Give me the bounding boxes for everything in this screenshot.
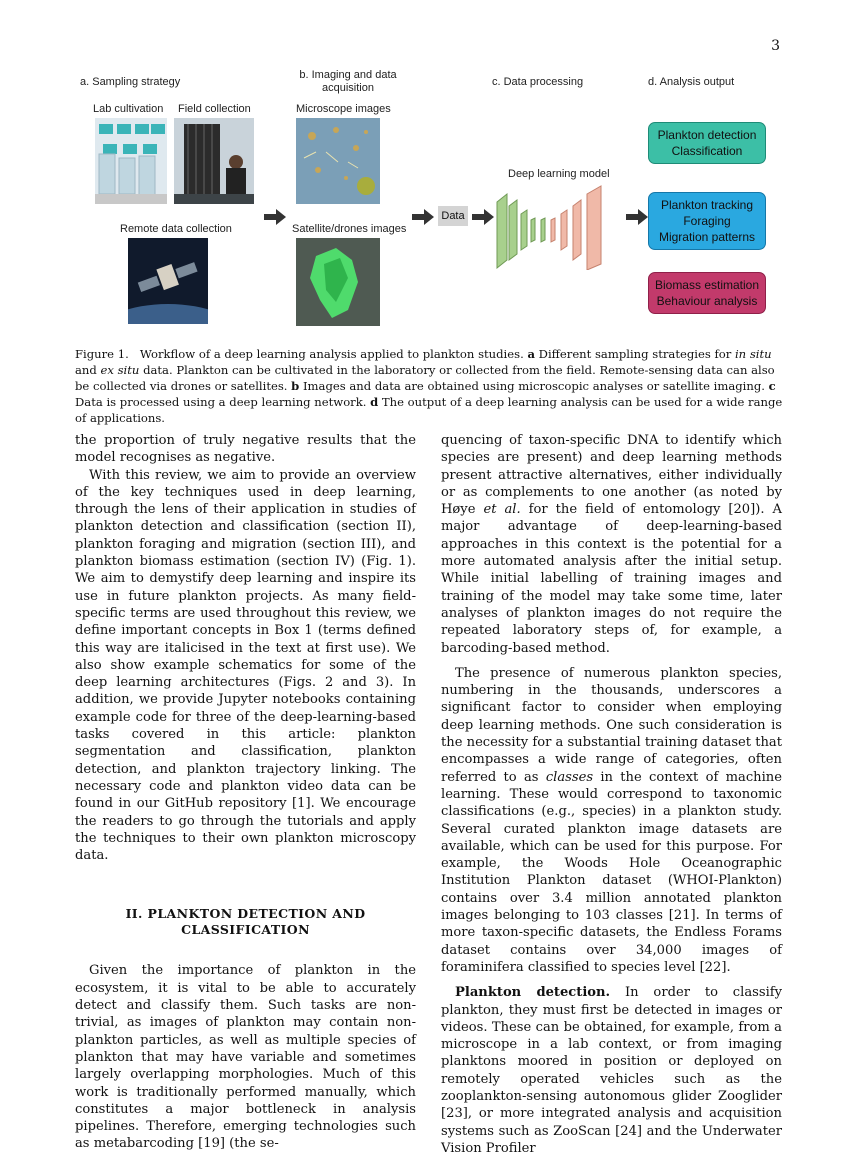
lab-cultivation-label: Lab cultivation <box>93 103 164 115</box>
drone-image <box>296 238 380 326</box>
remote-data-label: Remote data collection <box>120 223 232 235</box>
output-biomass-box: Biomass estimation Behaviour analysis <box>648 272 766 314</box>
microscope-image <box>296 118 380 204</box>
section-heading: II. PLANKTON DETECTION AND CLASSIFICATION <box>125 906 366 938</box>
field-collection-label: Field collection <box>178 103 251 115</box>
paragraph: With this review, we aim to provide an overview of the key techniques used in deep learning, through the lens of their application in studies of plankton detection and classification (section II), plankton foraging and migration (section III), and plankton biomass estimation (section IV) (Fig. 1). We aim to demystify deep learning and inspire its use in future plankton projects. As many field-specific terms are used throughout this review, we define important concepts in Box 1 (terms defined this way are italicised in the text at first use). We also show example schematics for some of the deep learning architectures (Figs. 2 and 3). In addition, we provide Jupyter notebooks containing example code for three of the deep-learning-based tasks covered in this article: plankton segmentation and classification, plankton detection, and plankton trajectory linking. The necessary code and plankton video data can be found in our GitHub repository [1]. We encourage the readers to go through the tutorials and apply the techniques to their own plankton microscopy data. <box>75 467 416 864</box>
figure-caption: Figure 1. Workflow of a deep learning analysis applied to plankton studies. a Different sampling strategies for in situ and ex situ data. Plankton can be cultivated in the laboratory or collected from the field. Remote-sensing data can also be collected via drones or satellites. b Images and data are obtained using microscopic analyses or satellite imaging. c Data is processed using a deep learning network. d The output of a deep learning analysis can be used for a wide range of applications. <box>75 347 783 425</box>
panel-a-title: a. Sampling strategy <box>80 76 181 88</box>
satellite-images-label: Satellite/drones images <box>292 223 407 235</box>
lab-cultivation-image <box>95 118 167 204</box>
paragraph: quencing of taxon-specific DNA to identify which species are present) and deep learning methods present attractive alternatives, either individually or as complements to one another (as noted by Høye et al. for the field of entomology [20]). A major advantage of deep-learning-based approaches in this context is the potential for a more automated analysis after the initial setup. While initial labelling of training images and training of the model may take some time, later analyses of plankton images do not require the repeated laboratory steps of, for example, a barcoding-based method. <box>441 433 782 656</box>
arrow-right-icon <box>472 209 494 225</box>
figure-1 <box>70 60 790 340</box>
arrow-right-icon <box>626 209 648 225</box>
data-label: Data <box>438 206 468 226</box>
paragraph: The presence of numerous plankton species, numbering in the thousands, underscores a significant factor to consider when employing deep learning methods. One such consideration is the necessity for a substantial training dataset that encompasses a wide range of categories, often referred to as classes in the context of machine learning. These would correspond to taxonomic classifications (e.g., species) in a plankton study. Several curated plankton image datasets are available, which can be used for this purpose. For example, the Woods Hole Oceanographic Institution Plankton dataset (WHOI-Plankton) contains over 3.4 million annotated plankton images belonging to 103 classes [21]. In terms of more taxon-specific datasets, the Endless Forams dataset contains over 34,000 images of foraminifera classified to species level [22]. <box>441 665 782 975</box>
paragraph: Plankton detection. In order to classify plankton, they must first be detected in images or videos. These can be obtained, for example, from a microscope in a lab context, or from imaging planktons moored in position or deployed on remotely operated vehicles such as the zooplankton-sensing autonomous glider Zooglider [23], or more integrated analysis and acquisition systems such as ZooScan [24] and the Underwater Vision Profiler <box>441 985 783 1156</box>
paragraph: the proportion of truly negative results that the model recognises as negative. <box>75 433 416 466</box>
panel-b-title: b. Imaging and data acquisition <box>299 69 397 94</box>
panel-d-title: d. Analysis output <box>648 76 735 88</box>
satellite-image <box>128 238 208 324</box>
arrow-right-icon <box>264 209 286 225</box>
right-column <box>441 432 782 1157</box>
field-collection-image <box>174 118 254 204</box>
deep-learning-label: Deep learning model <box>508 168 610 180</box>
output-detection-box: Plankton detection Classification <box>648 122 766 164</box>
panel-c-title: c. Data processing <box>492 76 584 88</box>
page-number: 3 <box>771 38 780 54</box>
output-tracking-box: Plankton tracking Foraging Migration patterns <box>648 192 766 250</box>
paragraph: Given the importance of plankton in the ecosystem, it is vital to be able to accurately detect and classify them. Such tasks are non-trivial, as images of plankton may contain non-plankton particles, as well as multiple species of plankton that may have variable and sometimes largely overlapping morphologies. Much of this work is traditionally performed manually, which constitutes a major bottleneck in analysis pipelines. Therefore, emerging technologies such as metabarcoding [19] (the se- <box>75 963 416 1152</box>
neural-network-diagram <box>495 184 620 270</box>
arrow-right-icon <box>412 209 434 225</box>
microscope-images-label: Microscope images <box>296 103 391 115</box>
left-column <box>75 432 416 1153</box>
